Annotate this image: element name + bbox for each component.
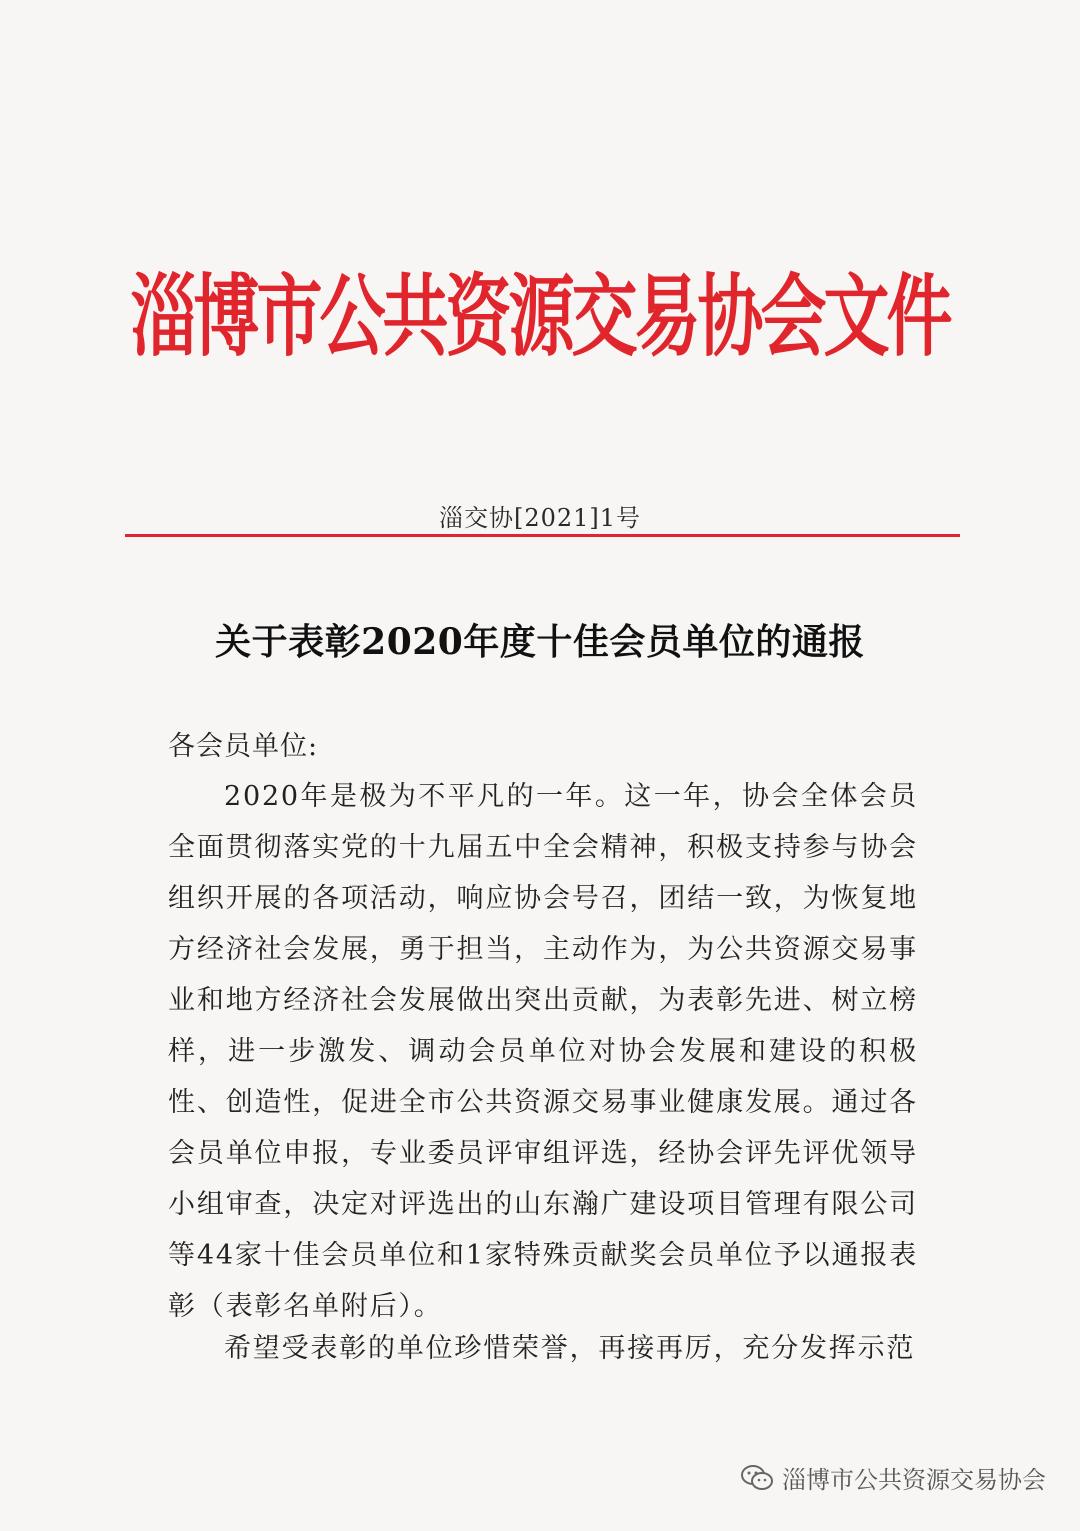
body-paragraph-2	[168, 1323, 918, 1374]
red-divider-line	[125, 534, 960, 537]
document-header-title: 淄博市公共资源交易协会文件	[130, 265, 950, 370]
salutation: 各会员单位:	[168, 731, 319, 762]
notice-title: 关于表彰2020年度十佳会员单位的通报	[215, 621, 865, 663]
paragraph-text: 2020年是极为不平凡的一年。这一年，协会全体会员全面贯彻落实党的十九届五中全会精神，积极支持参与协会组织开展的各项活动，响应协会号召，团结一致，为恢复地方经济社会发展，勇于担当，主动作为，为公共资源交易事业和地方经济社会发展做出突出贡献，为表彰先进、树立榜样，进一步激发、调动会员单位对协会发展和建设的积极性、创造性，促进全市公共资源交易事业健康发展。通过各会员单位申报，专业委员评审组评选，经协会评先评优领导小组审查，决定对评选出的山东瀚广建设项目管理有限公司等44家十佳会员单位和1家特殊贡献奖会员单位予以通报表彰（表彰名单附后）。	[168, 781, 918, 1322]
body-paragraph-1	[168, 771, 918, 1332]
watermark-text: 淄博市公共资源交易协会	[782, 1466, 1046, 1494]
wechat-watermark	[740, 1460, 1046, 1495]
document-number: 淄交协[2021]1号	[438, 504, 642, 532]
wechat-icon	[740, 1464, 774, 1492]
paragraph-text: 希望受表彰的单位珍惜荣誉，再接再厉，充分发挥示范	[224, 1333, 916, 1364]
